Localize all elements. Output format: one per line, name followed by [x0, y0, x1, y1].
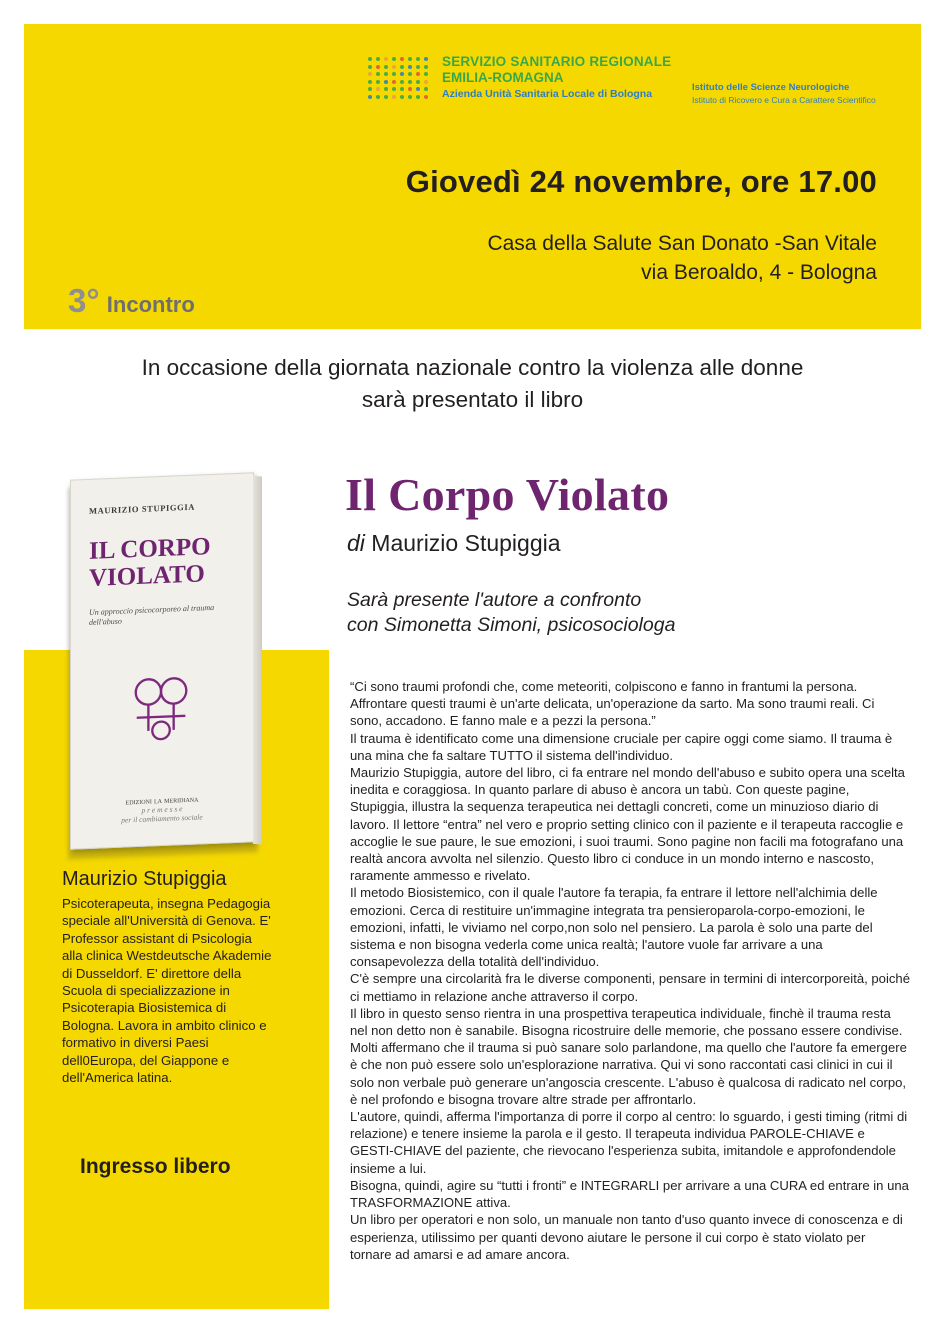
description-paragraph: L'autore, quindi, afferma l'importanza di porre il corpo al centro: lo sguardo, i gesti timing (ritmi di relazione) e tenere insieme la parola e il gesto. Il terapeuta individua PAROLE-CHIAVE e GESTI-CHIAVE del paziente, che rievocano l'esperienza subita, imitandole e approfondendole insieme a lui. — [350, 1109, 908, 1176]
dot-grid-icon — [368, 57, 432, 103]
cover-title — [89, 533, 211, 592]
institutional-logo — [342, 54, 902, 126]
meeting-number: 3° — [68, 282, 100, 319]
header-band — [24, 24, 921, 329]
book-author-line — [347, 530, 561, 557]
cover-publisher: edizioni la meridiana — [125, 793, 199, 807]
presence-line-1: Sarà presente l'autore a confronto — [347, 589, 642, 611]
intro-text — [0, 352, 945, 416]
cover-title-line-1: IL CORPO — [89, 533, 211, 565]
meeting-number-block — [68, 282, 195, 320]
venue-line-2: via Beroaldo, 4 - Bologna — [641, 261, 877, 284]
cover-subtitle: Un approccio psicocorporeo al trauma dell'abuso — [89, 602, 215, 627]
cover-author: MAURIZIO STUPIGGIA — [89, 501, 195, 516]
book-spine — [253, 476, 262, 845]
event-venue — [237, 229, 877, 287]
cover-glyph-icon — [123, 670, 201, 743]
logo-right-line-2: Istituto di Ricovero e Cura a Carattere Scientifico — [692, 95, 876, 105]
cover-series-line-2: per il cambiamento sociale — [121, 812, 203, 825]
description-paragraph: “Ci sono traumi profondi che, come meteoriti, colpiscono e fanno in frantumi la persona. Affrontare questi traumi è un'arte delicata, un'operazione da sarto. Ma sono traumi reali. Ci sono, accadono. E fanno male e a pezzi la persona.” — [350, 679, 875, 729]
logo-line-2: EMILIA-ROMAGNA — [442, 70, 564, 85]
logo-line-3: Azienda Unità Sanitaria Locale di Bologna — [442, 88, 653, 100]
description-paragraph: Un libro per operatori e non solo, un manuale non tanto d'uso quanto invece di conoscenza e di esperienza, utilissimo per quanti devono aiutare le persone il cui corpo è stato violato per tornare ad amarsi e ad amare ancora. — [350, 1212, 903, 1262]
book-by-prefix: di — [347, 530, 365, 556]
presence-line-2: con Simonetta Simoni, psicosociologa — [347, 614, 676, 636]
description-paragraph: C'è sempre una circolarità fra le diverse componenti, pensare in termini di intercorporeità, poiché ci mettiamo in relazione anche attraverso il corpo. — [350, 971, 910, 1004]
author-name: Maurizio Stupiggia — [62, 868, 227, 890]
logo-line-1: SERVIZIO SANITARIO REGIONALE — [442, 54, 672, 69]
description-paragraph: Bisogna, quindi, agire su “tutti i fronti” e INTEGRARLI per arrivare a una CURA ed entrare in una TRASFORMAZIONE attiva. — [350, 1177, 909, 1211]
cover-title-line-2: VIOLATO — [89, 560, 205, 592]
intro-line-2: sarà presentato il libro — [361, 387, 584, 412]
event-date: Giovedì 24 novembre, ore 17.00 — [405, 164, 877, 199]
description-paragraph: Il trauma è identificato come una dimensione cruciale per capire oggi come siamo. Il trauma è una mina che fa saltare TUTTO il sistema dell'individuo. — [350, 730, 893, 763]
cover-series-line-1: p r e m e s s e — [141, 804, 183, 815]
venue-line-1: Casa della Salute San Donato -San Vitale — [487, 232, 877, 255]
guest-presence — [347, 588, 675, 638]
meeting-label: Incontro — [106, 292, 195, 317]
book-title: Il Corpo Violato — [345, 469, 670, 520]
book-cover-image — [60, 470, 300, 865]
book-author: Maurizio Stupiggia — [371, 530, 561, 556]
book-description — [350, 678, 910, 1263]
intro-line-1: In occasione della giornata nazionale contro la violenza alle donne — [141, 355, 804, 380]
author-bio: Psicoterapeuta, insegna Pedagogia speciale all'Università di Genova. E' Professor assistant di Psicologia alla clinica Westdeutsche Akademie di Dusseldorf. E' direttore della Scuola di specializzazione in Psicoterapia Biosistemica di Bologna. Lavora in ambito clinico e formativo in diversi Paesi dell0Europa, del Giappone e dell'America latina. — [62, 896, 272, 1086]
description-paragraph: Maurizio Stupiggia, autore del libro, ci fa entrare nel mondo dell'abuso e subito opera una scelta inedita e coraggiosa. In quanto parlare di abuso è ancora un tabù. Con queste pagine, Stupiggia, illustra la sequenza terapeutica nei dettagli concreti, come un minuzioso diario di lavoro. Il lettore “entra” nel vero e proprio setting clinico con il paziente e il terapeuta raccoglie e accoglie le sue paure, le sue emozioni, i suoi traumi. Sono pagine non facili ma fotografano una realtà ancora avvolta nel silenzio. Questo libro ci conduce in un mondo interno e nascosto, raramente ammesso e rivelato. — [350, 765, 905, 884]
logo-right-line-1: Istituto delle Scienze Neurologiche — [692, 82, 850, 93]
free-entry-label: Ingresso libero — [80, 1155, 231, 1178]
description-paragraph: Il metodo Biosistemico, con il quale l'autore fa terapia, fa entrare il lettore nell'alchimia delle emozioni. Cerca di restituire un'immagine integrata tra pensieroparola-corpo-emozioni, le emozioni, infatti, le viviamo nel corpo,non solo nel pensiero. La parola è solo una parte del sistema e non bisogna vederla come unica realtà; l'autore vuole far arrivare a una consapevolezza della totalità dell'individuo. — [350, 885, 878, 970]
description-paragraph: Il libro in questo senso rientra in una prospettiva terapeutica individuale, finchè il trauma resta nel non detto non è sanabile. Bisogna ricostruire delle memorie, che possano essere condivise. Molti affermano che il trauma si può sanare solo parlandone, ma quello che l'autore fa emergere è che non può essere solo un'esplorazione narrativa. Qui vi sono raccontati casi clinici in cui il solo non verbale può generare un'angoscia crescente. L'abuso è qualcosa di radicato nel corpo, è nel profondo e bisogna trovare altre strade per affrontarlo. — [350, 1005, 907, 1107]
book-front — [70, 472, 254, 849]
